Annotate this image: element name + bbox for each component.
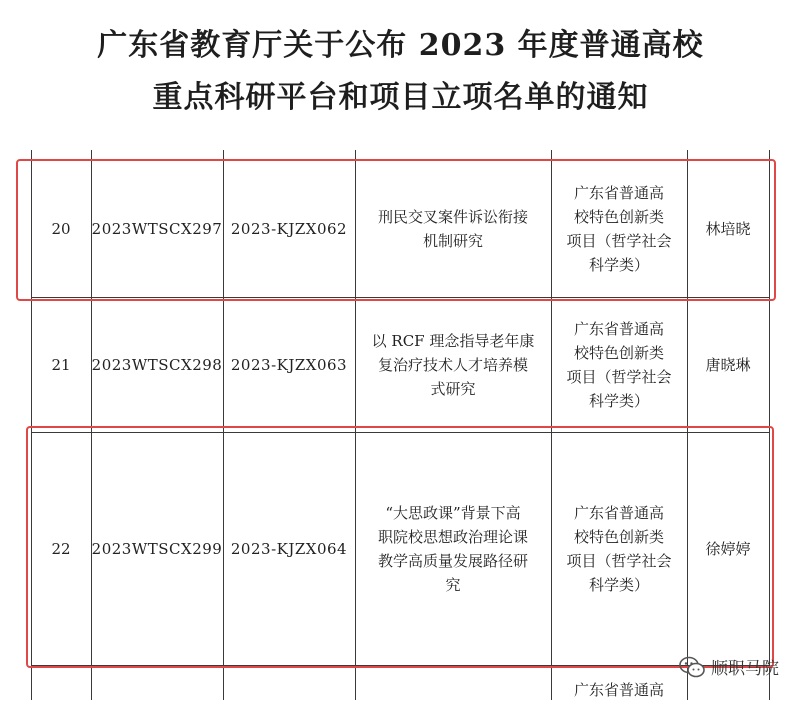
project-number: 2023-KJZX064 [230,539,348,558]
project-title-line: 刑民交叉案件诉讼衔接 [377,207,528,226]
highlight-box-row-20 [16,159,776,301]
project-title-line: 机制研究 [422,231,483,250]
project-title-line: 职院校思想政治理论课 [377,527,528,546]
document-title-line-2: 重点科研平台和项目立项名单的通知 [152,80,649,115]
project-type-line: 项目（哲学社会 [566,231,672,250]
project-leader: 唐晓琳 [705,355,751,374]
project-type-line: 校特色创新类 [573,527,664,546]
watermark-text: 顺职马院 [711,659,779,679]
row-index: 22 [51,539,71,558]
project-leader: 林培晓 [705,219,751,238]
project-leader: 徐婷婷 [705,539,751,558]
project-title-line: 以 RCF 理念指导老年康 [371,331,535,350]
project-number: 2023-KJZX063 [230,355,348,374]
project-title [355,297,551,432]
project-type-line: 广东省普通高 [573,503,664,522]
project-number: 2023-KJZX062 [230,219,348,238]
project-type-line: 项目（哲学社会 [566,367,672,386]
highlight-box-row-22 [26,426,774,668]
project-type-line: 科学类） [588,391,649,410]
project-title-line: “大思政课”背景下高 [385,503,521,522]
partial-row-type: 广东省普通高 [573,681,664,699]
project-code: 2023WTSCX297 [91,219,223,238]
document-title-line-1: 广东省教育厅关于公布 2023 年度普通高校 [97,28,704,63]
project-type-line: 校特色创新类 [573,207,664,226]
project-title-line: 究 [445,575,461,594]
project-type-line: 科学类） [588,575,649,594]
project-code: 2023WTSCX298 [91,355,223,374]
project-type-line: 广东省普通高 [573,319,664,338]
project-type-line: 校特色创新类 [573,343,664,362]
project-type-line: 项目（哲学社会 [566,551,672,570]
watermark [679,654,779,679]
project-title-line: 式研究 [430,379,476,398]
project-title-line: 教学高质量发展路径研 [377,551,528,570]
project-type-line: 科学类） [588,255,649,274]
wechat-icon [679,656,705,678]
project-title-line: 复治疗技术人才培养模 [377,355,528,374]
row-index: 20 [51,219,71,238]
project-type [551,297,687,432]
project-code: 2023WTSCX299 [91,539,223,558]
project-type-line: 广东省普通高 [573,183,664,202]
row-index: 21 [51,355,71,374]
